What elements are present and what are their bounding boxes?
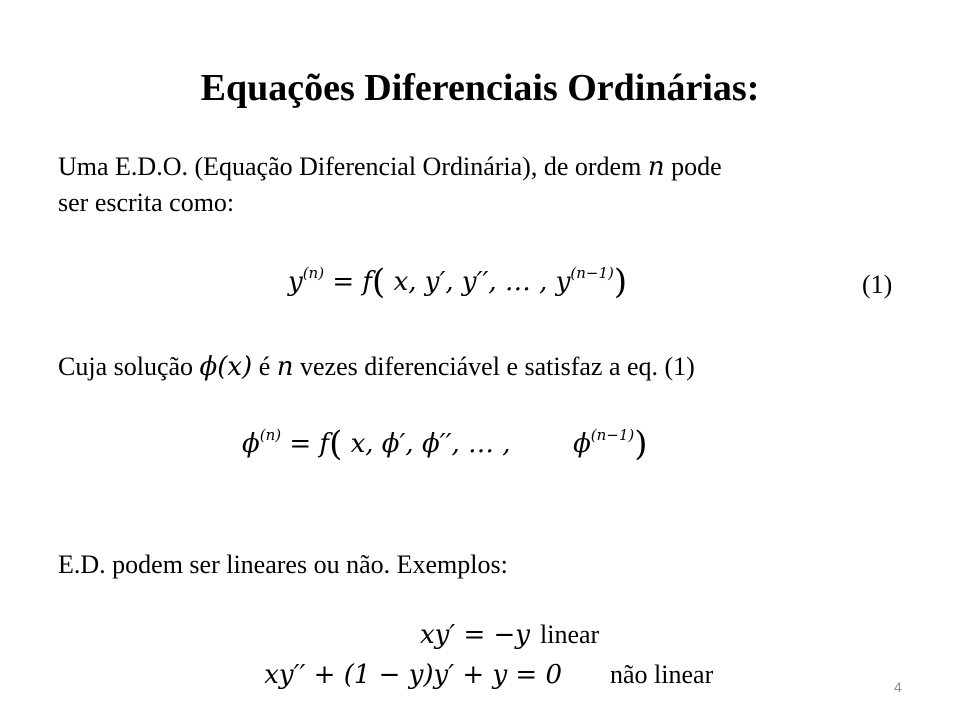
eq2-last-base: ϕ [573, 429, 591, 459]
eq1-lhs [288, 264, 325, 297]
eq2-lhs [242, 426, 282, 459]
solution-text-after: vezes diferenciável e satisfaz a eq. (1) [293, 352, 695, 381]
example-2-label: não linear [610, 660, 714, 689]
eq1-paren-open: ( [372, 262, 386, 302]
example-1-equation: xy′ = −y [419, 620, 530, 650]
intro-text-before: Uma E.D.O. (Equação Diferencial Ordinária), de ordem [58, 152, 648, 181]
intro-line-1 [58, 150, 722, 184]
solution-sentence [58, 350, 695, 384]
intro-line-2: ser escrita como: [58, 188, 235, 217]
intro-text-after: pode [664, 152, 722, 181]
eq1-rhs-open: = f [332, 267, 373, 297]
eq1-lhs-superscript: (n) [302, 264, 325, 282]
equation-1-number: (1) [862, 270, 893, 299]
solution-phi: ϕ(x) [199, 352, 253, 382]
eq1-paren-close: ) [613, 262, 628, 302]
eq2-args: x, ϕ′, ϕ′′, … , [350, 429, 511, 459]
eq2-last-superscript: (n−1) [590, 426, 635, 444]
eq2-paren-close: ) [634, 424, 648, 464]
equation-2 [242, 424, 648, 464]
eq1-args: x, y′, y′′, … , y [393, 267, 571, 297]
eq2-lhs-superscript: (n) [259, 426, 282, 444]
eq1-lhs-base: y [288, 267, 303, 297]
eq2-paren-open: ( [329, 424, 343, 464]
order-variable: n [647, 152, 665, 182]
example-1-label: linear [540, 620, 600, 649]
slide-title: Equações Diferenciais Ordinárias: [200, 67, 760, 109]
page-number: 4 [894, 679, 902, 695]
eq1-args-superscript: (n−1) [570, 264, 614, 282]
solution-text-before: Cuja solução [58, 352, 200, 381]
equation-1 [288, 262, 627, 302]
eq2-rhs-open: = f [289, 429, 330, 459]
solution-text-mid: é [252, 352, 277, 381]
eq2-lhs-base: ϕ [242, 429, 260, 459]
example-2-equation: xy′′ + (1 − y)y′ + y = 0 [264, 660, 562, 690]
examples-intro: E.D. podem ser lineares ou não. Exemplos: [58, 550, 508, 579]
solution-n: n [276, 352, 294, 382]
